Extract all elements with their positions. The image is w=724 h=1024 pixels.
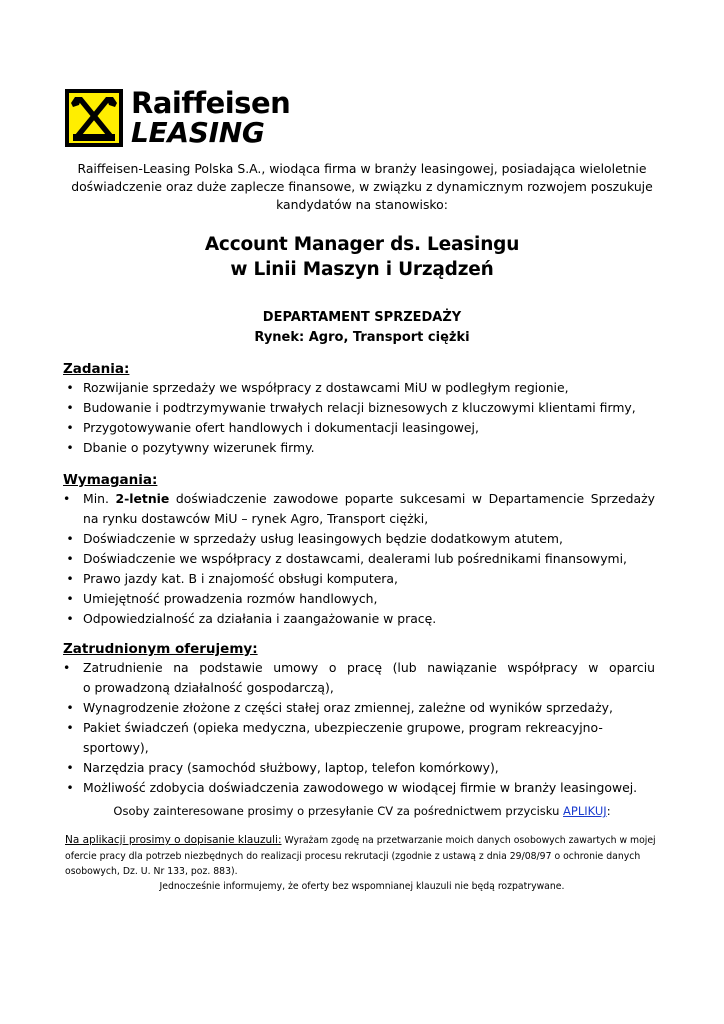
logo-name: Raiffeisen bbox=[131, 86, 291, 120]
clause-lead: Na aplikacji prosimy o dopisanie klauzuli: bbox=[65, 834, 282, 846]
bullet-icon: • bbox=[63, 660, 71, 675]
list-item-text: Rozwijanie sprzedaży we współpracy z dostawcami MiU w podległym regionie, bbox=[83, 380, 569, 395]
bullet-icon: • bbox=[66, 720, 74, 735]
list-item bbox=[63, 529, 655, 549]
list-item bbox=[63, 589, 655, 609]
apply-link[interactable]: APLIKUJ bbox=[563, 804, 607, 818]
department-name: DEPARTAMENT SPRZEDAŻY bbox=[262, 310, 462, 325]
cv-suffix: : bbox=[606, 804, 611, 818]
raiffeisen-logo bbox=[65, 88, 290, 148]
logo-subtitle: LEASING bbox=[131, 116, 265, 149]
list-item bbox=[63, 418, 655, 438]
offer-list bbox=[63, 658, 655, 798]
job-title-line-2: w Linii Maszyn i Urządzeń bbox=[230, 259, 494, 280]
bullet-icon: • bbox=[66, 780, 74, 795]
bullet-icon: • bbox=[66, 420, 74, 435]
requirements-heading: Wymagania: bbox=[63, 472, 158, 488]
consent-clause bbox=[65, 833, 657, 880]
list-item-text: Wynagrodzenie złożone z części stałej oraz zmiennej, zależne od wyników sprzedaży, bbox=[83, 700, 613, 715]
list-item bbox=[63, 438, 655, 458]
list-item bbox=[63, 489, 655, 529]
cv-text: Osoby zainteresowane prosimy o przesyłanie CV za pośrednictwem przycisku bbox=[113, 804, 560, 818]
logo-wordmark bbox=[131, 86, 291, 149]
list-item-text: Narzędzia pracy (samochód służbowy, laptop, telefon komórkowy), bbox=[83, 760, 499, 775]
offer-section bbox=[63, 640, 655, 798]
list-item-text: Pakiet świadczeń (opieka medyczna, ubezpieczenie grupowe, program rekreacyjno-sportowy), bbox=[83, 720, 603, 755]
text-years-bold: 2-letnie bbox=[115, 491, 170, 506]
requirements-list bbox=[63, 489, 655, 629]
list-item bbox=[63, 609, 655, 629]
list-item-text: Odpowiedzialność za działania i zaangażowanie w pracę. bbox=[83, 611, 437, 626]
list-item-text-line-1 bbox=[83, 489, 655, 509]
text-min: Min. bbox=[83, 491, 109, 506]
list-item bbox=[63, 549, 655, 569]
list-item bbox=[63, 398, 655, 418]
bullet-icon: • bbox=[66, 760, 74, 775]
list-item bbox=[63, 658, 655, 698]
bullet-icon: • bbox=[66, 531, 74, 546]
text-experience: doświadczenie zawodowe poparte sukcesami w Departamencie Sprzedaży bbox=[175, 491, 655, 506]
requirements-section bbox=[63, 471, 655, 629]
bullet-icon: • bbox=[66, 700, 74, 715]
list-item bbox=[63, 758, 655, 778]
list-item-text: Doświadczenie w sprzedaży usług leasingowych będzie dodatkowym atutem, bbox=[83, 531, 563, 546]
cv-instructions bbox=[0, 803, 724, 819]
list-item bbox=[63, 718, 655, 758]
bullet-icon: • bbox=[66, 571, 74, 586]
clause-note: Jednocześnie informujemy, że oferty bez wspomnianej klauzuli nie będą rozpatrywane. bbox=[159, 881, 565, 892]
tasks-list bbox=[63, 378, 655, 458]
bullet-icon: • bbox=[66, 591, 74, 606]
list-item-text: Dbanie o pozytywny wizerunek firmy. bbox=[83, 440, 315, 455]
list-item-text: Umiejętność prowadzenia rozmów handlowych, bbox=[83, 591, 378, 606]
list-item-text-line-2: o prowadzoną działalność gospodarczą), bbox=[83, 680, 334, 695]
bullet-icon: • bbox=[66, 440, 74, 455]
bullet-icon: • bbox=[66, 380, 74, 395]
offer-heading: Zatrudnionym oferujemy: bbox=[63, 641, 258, 657]
tasks-section bbox=[63, 360, 655, 458]
list-item-text: Przygotowywanie ofert handlowych i dokumentacji leasingowej, bbox=[83, 420, 479, 435]
intro-paragraph: Raiffeisen-Leasing Polska S.A., wiodąca firma w branży leasingowej, posiadająca wieloletnie doświadczenie oraz duże zaplecze finansowe, w związku z dynamicznym rozwojem poszukuje kandydatów na stanowisko: bbox=[71, 161, 653, 212]
bullet-icon: • bbox=[66, 551, 74, 566]
raiffeisen-crossed-horses-icon bbox=[65, 89, 123, 147]
list-item bbox=[63, 569, 655, 589]
clause-text: Wyrażam zgodę na przetwarzanie moich danych osobowych zawartych w mojej ofercie pracy dla potrzeb niezbędnych do realizacji procesu rekrutacji (zgodnie z ustawą z dnia 29/08/97 o ochronie danych osobowych, Dz. U. Nr 133, poz. 883). bbox=[65, 835, 656, 877]
job-title bbox=[0, 232, 724, 282]
list-item-text: Możliwość zdobycia doświadczenia zawodowego w wiodącej firmie w branży leasingowej. bbox=[83, 780, 638, 795]
tasks-heading: Zadania: bbox=[63, 361, 130, 377]
list-item bbox=[63, 378, 655, 398]
bullet-icon: • bbox=[66, 611, 74, 626]
list-item bbox=[63, 698, 655, 718]
list-item-text: Doświadczenie we współpracy z dostawcami, dealerami lub pośrednikami finansowymi, bbox=[83, 551, 627, 566]
market-name: Rynek: Agro, Transport ciężki bbox=[254, 330, 470, 345]
list-item-text-line-2: na rynku dostawców MiU – rynek Agro, Transport ciężki, bbox=[83, 511, 429, 526]
job-title-line-1: Account Manager ds. Leasingu bbox=[204, 234, 520, 255]
list-item-text-line-1: Zatrudnienie na podstawie umowy o pracę (lub nawiązanie współpracy w oparciu bbox=[83, 660, 655, 675]
list-item-text: Prawo jazdy kat. B i znajomość obsługi komputera, bbox=[83, 571, 398, 586]
list-item-text: Budowanie i podtrzymywanie trwałych relacji biznesowych z kluczowymi klientami firmy, bbox=[83, 400, 636, 415]
bullet-icon: • bbox=[66, 400, 74, 415]
department-block bbox=[0, 308, 724, 348]
bullet-icon: • bbox=[63, 491, 71, 506]
list-item bbox=[63, 778, 655, 798]
